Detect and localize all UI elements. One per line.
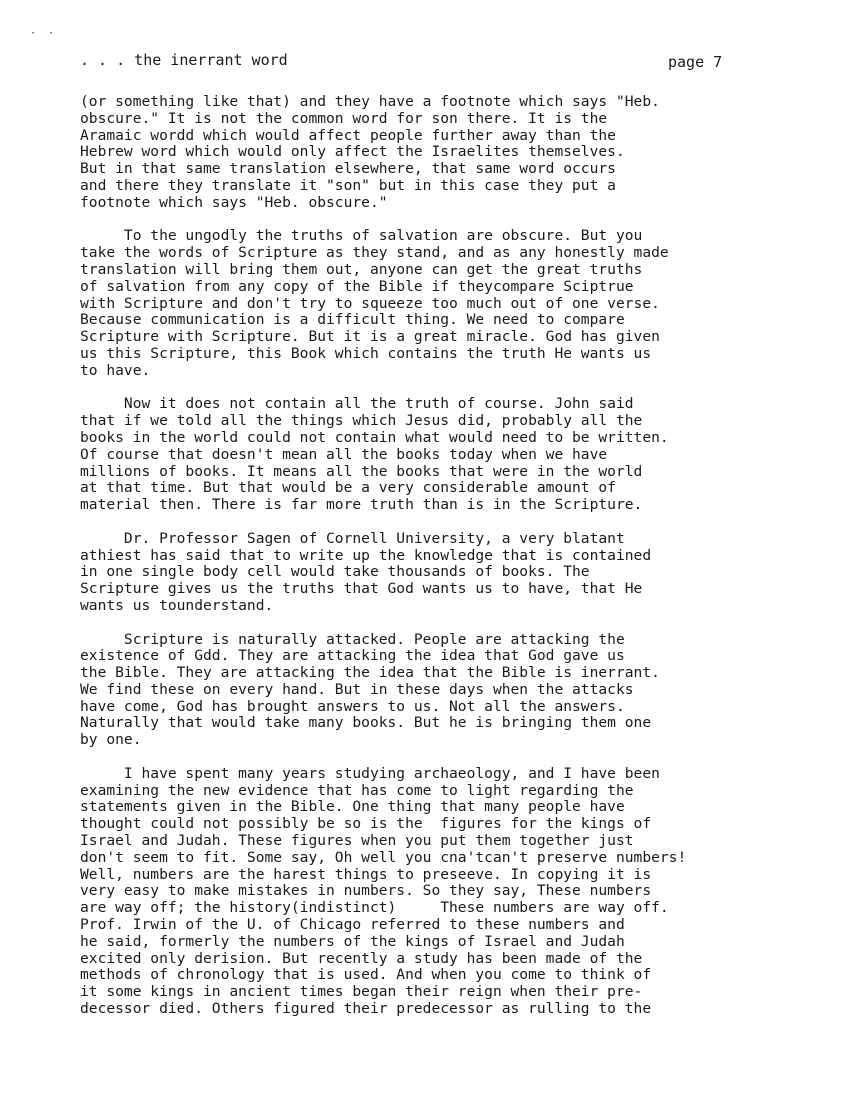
text-line: Prof. Irwin of the U. of Chicago referred to these numbers and [80, 916, 625, 934]
text-line: decessor died. Others figured their predecessor as rulling to the [80, 1000, 652, 1018]
text-line: very easy to make mistakes in numbers. So they say, These numbers [80, 882, 652, 900]
text-line: examining the new evidence that has come to light regarding the [80, 781, 634, 799]
text-line: Now it does not contain all the truth of course. John said [80, 395, 634, 413]
text-line: he said, formerly the numbers of the kings of Israel and Judah [80, 932, 625, 950]
text-line: in one single body cell would take thousands of books. The [80, 563, 590, 581]
paragraph [80, 632, 780, 750]
paragraph [80, 228, 780, 379]
page-number: page 7 [668, 53, 723, 71]
text-line: translation will bring them out, anyone can get the great truths [80, 260, 643, 278]
scan-speck: · · [30, 28, 55, 39]
text-line: statements given in the Bible. One thing that many people have [80, 798, 625, 816]
text-line: Dr. Professor Sagen of Cornell University, a very blatant [80, 529, 625, 547]
text-line: are way off; the history(indistinct) These numbers are way off. [80, 899, 669, 917]
text-line: the Bible. They are attacking the idea that the Bible is inerrant. [80, 664, 660, 682]
text-line: Hebrew word which would only affect the Israelites themselves. [80, 143, 625, 161]
text-line: and there they translate it "son" but in this case they put a [80, 176, 616, 194]
text-line: with Scripture and don't try to squeeze too much out of one verse. [80, 294, 660, 312]
text-line: I have spent many years studying archaeology, and I have been [80, 764, 660, 782]
text-line: thought could not possibly be so is the figures for the kings of [80, 815, 652, 833]
text-line: have come, God has brought answers to us. Not all the answers. [80, 697, 625, 715]
text-line: by one. [80, 731, 142, 749]
text-line: us this Scripture, this Book which contains the truth He wants us [80, 344, 652, 362]
text-line: excited only derision. But recently a study has been made of the [80, 949, 643, 967]
text-line: to have. [80, 361, 151, 379]
text-line: Scripture is naturally attacked. People are attacking the [80, 630, 625, 648]
text-line: existence of Gdd. They are attacking the idea that God gave us [80, 647, 625, 665]
text-line: books in the world could not contain what would need to be written. [80, 428, 669, 446]
text-line: We find these on every hand. But in these days when the attacks [80, 680, 634, 698]
paragraph [80, 94, 780, 212]
text-line: material then. There is far more truth than is in the Scripture. [80, 496, 643, 514]
text-line: athiest has said that to write up the knowledge that is contained [80, 546, 652, 564]
text-line: that if we told all the things which Jesus did, probably all the [80, 412, 643, 430]
paragraph [80, 766, 780, 1018]
text-line: Naturally that would take many books. But he is bringing them one [80, 714, 652, 732]
text-line: of salvation from any copy of the Bible if theycompare Sciptrue [80, 277, 634, 295]
text-line: take the words of Scripture as they stand, and as any honestly made [80, 244, 669, 262]
paragraph [80, 531, 780, 615]
text-line: wants us tounderstand. [80, 596, 274, 614]
text-line: Well, numbers are the harest things to preseeve. In copying it is [80, 865, 652, 883]
running-title: . . . the inerrant word [80, 51, 288, 69]
document-body [80, 94, 780, 1035]
text-line: obscure." It is not the common word for son there. It is the [80, 109, 608, 127]
text-line: (or something like that) and they have a footnote which says "Heb. [80, 93, 660, 110]
text-line: To the ungodly the truths of salvation are obscure. But you [80, 227, 643, 245]
text-line: methods of chronology that is used. And when you come to think of [80, 966, 652, 984]
text-line: it some kings in ancient times began their reign when their pre- [80, 983, 643, 1001]
text-line: Israel and Judah. These figures when you put them together just [80, 832, 634, 850]
text-line: Scripture gives us the truths that God wants us to have, that He [80, 580, 643, 598]
text-line: Of course that doesn't mean all the books today when we have [80, 445, 608, 463]
text-line: at that time. But that would be a very considerable amount of [80, 479, 616, 497]
text-line: Scripture with Scripture. But it is a great miracle. God has given [80, 328, 660, 346]
text-line: millions of books. It means all the books that were in the world [80, 462, 643, 480]
text-line: Aramaic wordd which would affect people further away than the [80, 126, 616, 144]
text-line: Because communication is a difficult thing. We need to compare [80, 311, 625, 329]
text-line: footnote which says "Heb. obscure." [80, 193, 388, 211]
text-line: don't seem to fit. Some say, Oh well you cna'tcan't preserve numbers! [80, 848, 687, 866]
text-line: But in that same translation elsewhere, that same word occurs [80, 160, 616, 178]
paragraph [80, 396, 780, 514]
